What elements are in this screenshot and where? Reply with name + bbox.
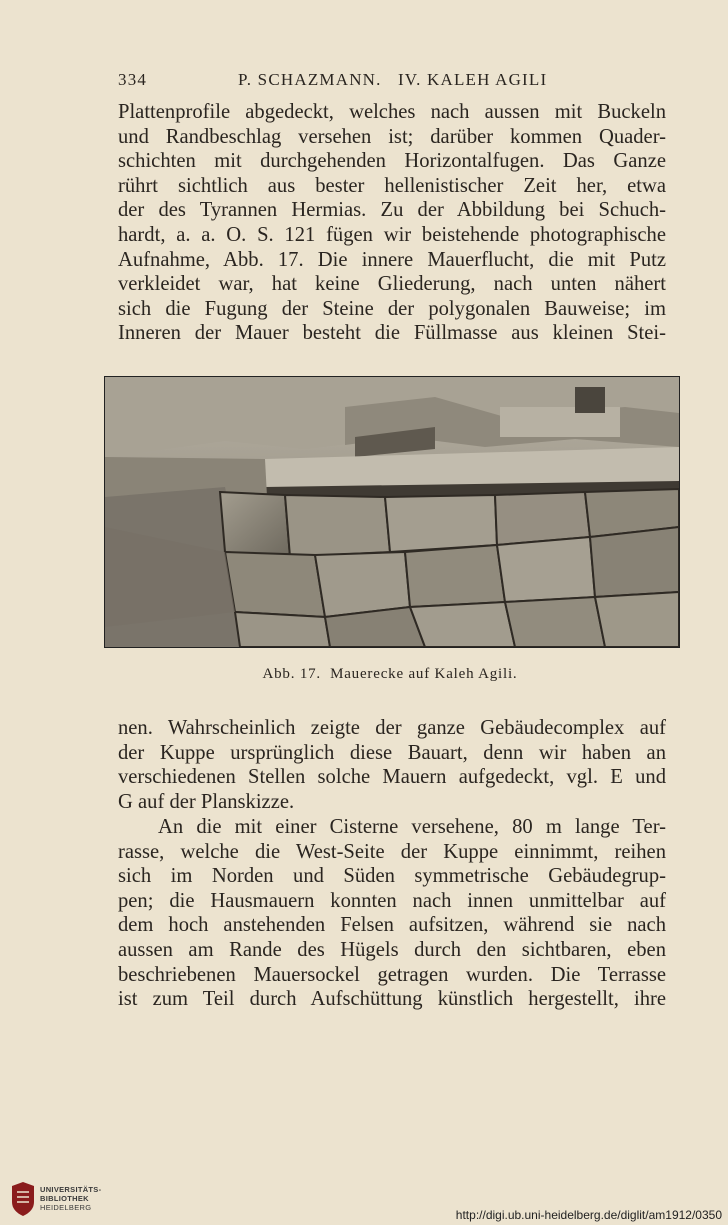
text-line: rasse, welche die West-Seite der Kuppe einnimmt, reihen (118, 840, 666, 863)
text-line: Aufnahme, Abb. 17. Die innere Mauerflucht, die mit Putz (118, 248, 666, 271)
text-line: der Kuppe ursprünglich diese Bauart, denn wir haben an (118, 741, 666, 764)
text-line: An die mit einer Cisterne versehene, 80 m lange Ter- (158, 816, 666, 838)
library-name-line: HEIDELBERG (40, 1203, 92, 1212)
text-line: pen; die Hausmauern konnten nach innen unmittelbar auf (118, 889, 666, 912)
text-line: beschriebenen Mauersockel getragen wurden. Die Terrasse (118, 963, 666, 986)
text-line: aussen am Rande des Hügels durch den sichtbaren, eben (118, 938, 666, 961)
page-number: 334 (118, 70, 148, 89)
paragraph-1 (118, 100, 666, 346)
wall-photo-illustration (105, 377, 679, 647)
text-line: hardt, a. a. O. S. 121 fügen wir beistehende photographische (118, 223, 666, 246)
text-line: nen. Wahrscheinlich zeigte der ganze Gebäudecomplex auf (118, 717, 666, 739)
text-line: und Randbeschlag versehen ist; darüber kommen Quader- (118, 125, 666, 148)
text-line: Inneren der Mauer besteht die Füllmasse aus kleinen Stei- (118, 322, 666, 345)
text-line: dem hoch anstehenden Felsen aufsitzen, während sie nach (118, 914, 666, 937)
paragraph-2 (118, 716, 666, 814)
figure-caption: Abb. 17. Mauerecke auf Kaleh Agili. (262, 666, 518, 682)
text-line: sich die Fugung der Steine der polygonalen Bauweise; im (118, 297, 666, 320)
text-line: Plattenprofile abgedeckt, welches nach aussen mit Buckeln (118, 101, 666, 123)
text-line: der des Tyrannen Hermias. Zu der Abbildung bei Schuch- (118, 199, 666, 222)
figure-photograph-wall-corner (104, 376, 680, 648)
source-url-link[interactable]: http://digi.ub.uni-heidelberg.de/diglit/am1912/0350 (455, 1208, 722, 1222)
library-name-line: UNIVERSITÄTS- (40, 1185, 102, 1194)
running-title: P. SCHAZMANN. IV. KALEH AGILI (238, 70, 548, 89)
paragraph-3 (118, 815, 666, 1012)
text-line: rührt sichtlich aus bester hellenistischer Zeit her, etwa (118, 174, 666, 197)
library-name (40, 1185, 101, 1212)
library-logo (10, 1182, 120, 1220)
library-name-line: BIBLIOTHEK (40, 1194, 89, 1203)
text-line: G auf der Planskizze. (118, 790, 295, 813)
text-line: verkleidet war, hat keine Gliederung, nach unten nähert (118, 273, 666, 296)
text-line: sich im Norden und Süden symmetrische Gebäudegrup- (118, 865, 666, 888)
library-emblem-icon (10, 1182, 36, 1216)
text-line: schichten mit durchgehenden Horizontalfugen. Das Ganze (118, 150, 666, 173)
text-line: verschiedenen Stellen solche Mauern aufgedeckt, vgl. E und (118, 766, 666, 789)
text-line: ist zum Teil durch Aufschüttung künstlich hergestellt, ihre (118, 988, 666, 1011)
running-head (118, 70, 666, 94)
